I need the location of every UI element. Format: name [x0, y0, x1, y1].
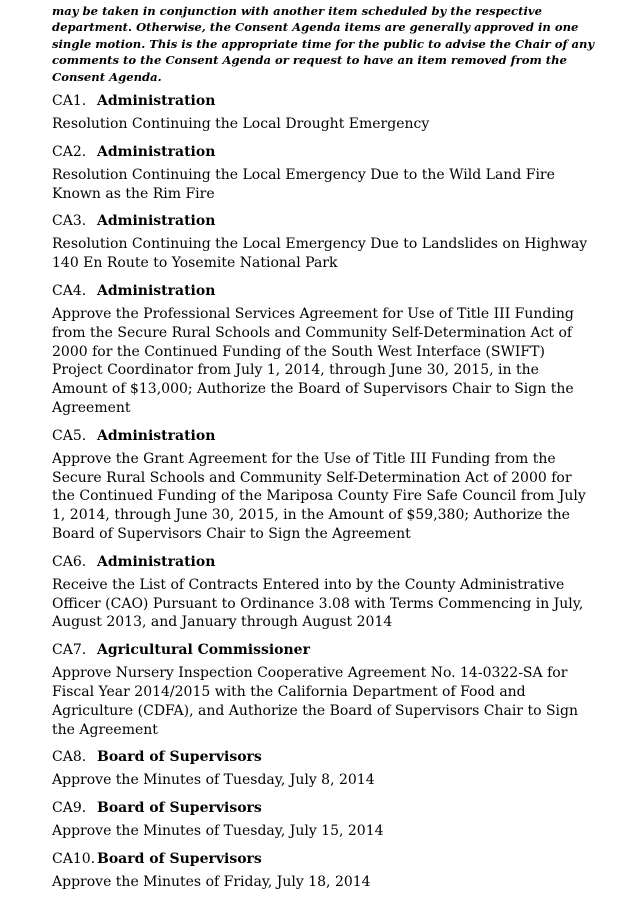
agenda-item-ca9 — [52, 798, 602, 841]
item-department: Administration — [97, 427, 216, 444]
item-number: CA10. — [52, 850, 96, 867]
item-number: CA5. — [52, 427, 87, 444]
item-department: Board of Supervisors — [97, 850, 262, 867]
item-department: Administration — [97, 143, 216, 160]
agenda-item-ca5 — [52, 426, 602, 544]
item-heading — [52, 849, 602, 869]
item-number: CA6. — [52, 553, 87, 570]
item-description: Approve the Minutes of Tuesday, July 15, 2014 — [52, 823, 384, 840]
item-description: Approve the Grant Agreement for the Use of Title III Funding from the Secure Rural Schools and Community Self-Determination Act of 2000 for the Continued Funding of the Mariposa County Fire Safe Council from July 1, 2014, through June 30, 2015, in the Amount of $59,380; Authorize the Board of Supervisors Chair to Sign the Agreement — [52, 450, 586, 542]
item-heading — [52, 552, 602, 572]
agenda-item-ca2 — [52, 142, 602, 204]
item-heading — [52, 91, 602, 111]
item-number: CA2. — [52, 143, 87, 160]
agenda-item-ca4 — [52, 281, 602, 418]
item-description: Receive the List of Contracts Entered into by the County Administrative Officer (CAO) Pursuant to Ordinance 3.08 with Terms Commencing in July, August 2013, and January through August 2014 — [52, 576, 584, 631]
item-number: CA8. — [52, 749, 87, 766]
agenda-item-ca6 — [52, 552, 602, 632]
item-description: Approve the Minutes of Tuesday, July 8, 2014 — [52, 772, 375, 789]
item-department: Administration — [97, 213, 216, 230]
item-number: CA4. — [52, 283, 87, 300]
agenda-item-ca3 — [52, 211, 602, 273]
item-heading — [52, 281, 602, 301]
item-department: Board of Supervisors — [97, 749, 262, 766]
item-number: CA1. — [52, 93, 87, 110]
agenda-item-ca10 — [52, 849, 602, 892]
item-number: CA7. — [52, 642, 87, 659]
item-department: Administration — [97, 93, 216, 110]
item-department: Board of Supervisors — [97, 800, 262, 817]
agenda-item-ca8 — [52, 747, 602, 790]
item-heading — [52, 426, 602, 446]
item-department: Administration — [97, 283, 216, 300]
item-heading — [52, 142, 602, 162]
item-heading — [52, 798, 602, 818]
item-description: Approve the Minutes of Friday, July 18, 2014 — [52, 873, 371, 890]
item-number: CA9. — [52, 800, 87, 817]
item-description: Approve Nursery Inspection Cooperative Agreement No. 14-0322-SA for Fiscal Year 2014/2015 with the California Department of Food and Agriculture (CDFA), and Authorize the Board of Supervisors Chair to Sign the Agreement — [52, 665, 578, 738]
item-department: Agricultural Commissioner — [97, 642, 310, 659]
agenda-item-ca1 — [52, 91, 602, 134]
agenda-page — [52, 3, 602, 900]
item-heading — [52, 211, 602, 231]
item-department: Administration — [97, 553, 216, 570]
item-description: Resolution Continuing the Local Emergency Due to the Wild Land Fire Known as the Rim Fire — [52, 166, 555, 202]
consent-agenda-intro: may be taken in conjunction with another item scheduled by the respective department. Otherwise, the Consent Agenda items are generally approved in one single motion. This is the appropriate time for the public to advise the Chair of any comments to the Consent Agenda or request to have an item removed from the Consent Agenda. — [52, 4, 595, 84]
agenda-item-ca7 — [52, 640, 602, 739]
item-description: Approve the Professional Services Agreement for Use of Title III Funding from the Secure Rural Schools and Community Self-Determination Act of 2000 for the Continued Funding of the South West Interface (SWIFT) Project Coordinator from July 1, 2014, through June 30, 2015, in the Amount of $13,000; Authorize the Board of Supervisors Chair to Sign the Agreement — [52, 306, 574, 416]
item-description: Resolution Continuing the Local Drought Emergency — [52, 116, 430, 133]
item-heading — [52, 747, 602, 767]
item-description: Resolution Continuing the Local Emergency Due to Landslides on Highway 140 En Route to Yosemite National Park — [52, 236, 588, 272]
item-heading — [52, 640, 602, 660]
item-number: CA3. — [52, 213, 87, 230]
